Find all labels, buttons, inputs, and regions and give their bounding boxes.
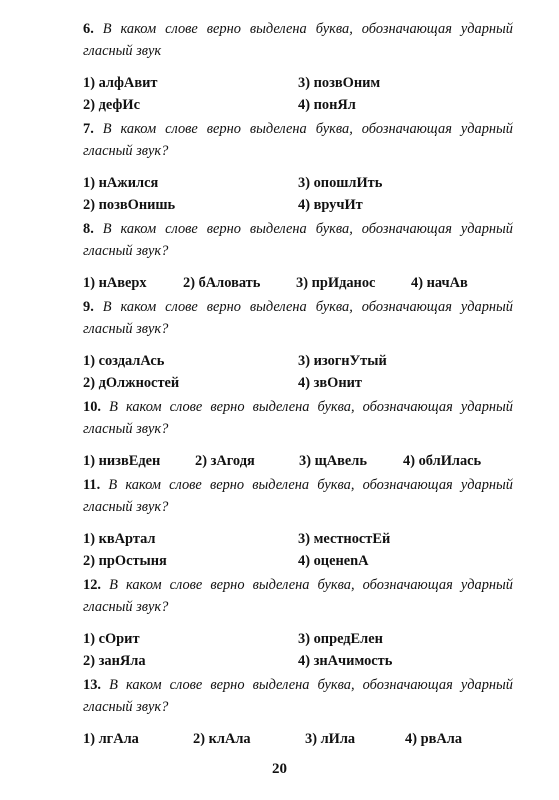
question-8-text	[83, 218, 513, 262]
option: 4) начАв	[411, 275, 468, 291]
option: 2) клАла	[193, 731, 251, 747]
option: 2) бАловать	[183, 275, 261, 291]
question-12-prompt: В каком слове верно выделена буква, обозначающая ударный гласный звук?	[83, 577, 513, 615]
question-7-prompt: В каком слове верно выделена буква, обозначающая ударный гласный звук?	[83, 121, 513, 159]
question-11-number: 11.	[83, 477, 101, 493]
option: 3) опредЕлен	[298, 631, 383, 647]
option: 3) лИла	[305, 731, 356, 747]
option: 4) звОнит	[298, 375, 362, 391]
question-8-number: 8.	[83, 221, 94, 237]
question-9-number: 9.	[83, 299, 94, 315]
option: 1) алфАвит	[83, 75, 158, 91]
option: 4) рвАла	[405, 731, 463, 747]
question-8-prompt: В каком слове верно выделена буква, обозначающая ударный гласный звук?	[83, 221, 513, 259]
option: 2) зАгодя	[195, 453, 255, 469]
question-7-text	[83, 118, 513, 162]
option: 1) низвЕден	[83, 453, 161, 469]
question-12	[83, 574, 513, 672]
option: 3) прИданос	[296, 275, 376, 291]
option: 2) прОстыня	[83, 553, 167, 569]
question-12-number: 12.	[83, 577, 101, 593]
option: 3) опошлИть	[298, 175, 383, 191]
option: 1) лгАла	[83, 731, 139, 747]
question-9	[83, 296, 513, 394]
question-6-options	[83, 72, 513, 116]
option: 1) нАверх	[83, 275, 147, 291]
option: 1) создалАсь	[83, 353, 165, 369]
option: 1) квАртал	[83, 531, 156, 547]
question-8	[83, 218, 513, 294]
option: 4) вручИт	[298, 197, 363, 213]
question-7-number: 7.	[83, 121, 94, 137]
question-13	[83, 674, 513, 750]
question-13-options	[83, 728, 513, 750]
option: 4) оценenА	[298, 553, 369, 569]
question-6-number: 6.	[83, 21, 94, 37]
option: 2) дефИс	[83, 97, 140, 113]
page-number: 20	[272, 761, 287, 777]
question-13-text	[83, 674, 513, 718]
option: 3) щАвель	[299, 453, 367, 469]
question-13-prompt: В каком слове верно выделена буква, обозначающая ударный гласный звук?	[83, 677, 513, 715]
question-12-options	[83, 628, 513, 672]
question-11-text	[83, 474, 513, 518]
question-8-options	[83, 272, 513, 294]
question-10	[83, 396, 513, 472]
option: 2) дОлжностей	[83, 375, 180, 391]
question-9-text	[83, 296, 513, 340]
option: 3) местностЕй	[298, 531, 391, 547]
question-10-prompt: В каком слове верно выделена буква, обозначающая ударный гласный звук?	[83, 399, 513, 437]
option: 3) изогнУтый	[298, 353, 387, 369]
question-6	[83, 18, 513, 116]
option: 2) позвОнишь	[83, 197, 176, 213]
option: 4) знАчимость	[298, 653, 393, 669]
question-13-number: 13.	[83, 677, 101, 693]
question-11-options	[83, 528, 513, 572]
question-7-options	[83, 172, 513, 216]
option: 2) занЯла	[83, 653, 146, 669]
option: 1) сОрит	[83, 631, 140, 647]
question-7	[83, 118, 513, 216]
question-9-options	[83, 350, 513, 394]
option: 4) облИлась	[403, 453, 482, 469]
question-6-prompt: В каком слове верно выделена буква, обозначающая ударный гласный звук	[83, 21, 513, 59]
question-10-number: 10.	[83, 399, 101, 415]
question-10-text	[83, 396, 513, 440]
question-9-prompt: В каком слове верно выделена буква, обозначающая ударный гласный звук?	[83, 299, 513, 337]
question-11-prompt: В каком слове верно выделена буква, обозначающая ударный гласный звук?	[83, 477, 513, 515]
question-6-text	[83, 18, 513, 62]
option: 4) понЯл	[298, 97, 356, 113]
question-11	[83, 474, 513, 572]
option: 3) позвОним	[298, 75, 381, 91]
question-10-options	[83, 450, 513, 472]
question-12-text	[83, 574, 513, 618]
option: 1) нАжился	[83, 175, 159, 191]
